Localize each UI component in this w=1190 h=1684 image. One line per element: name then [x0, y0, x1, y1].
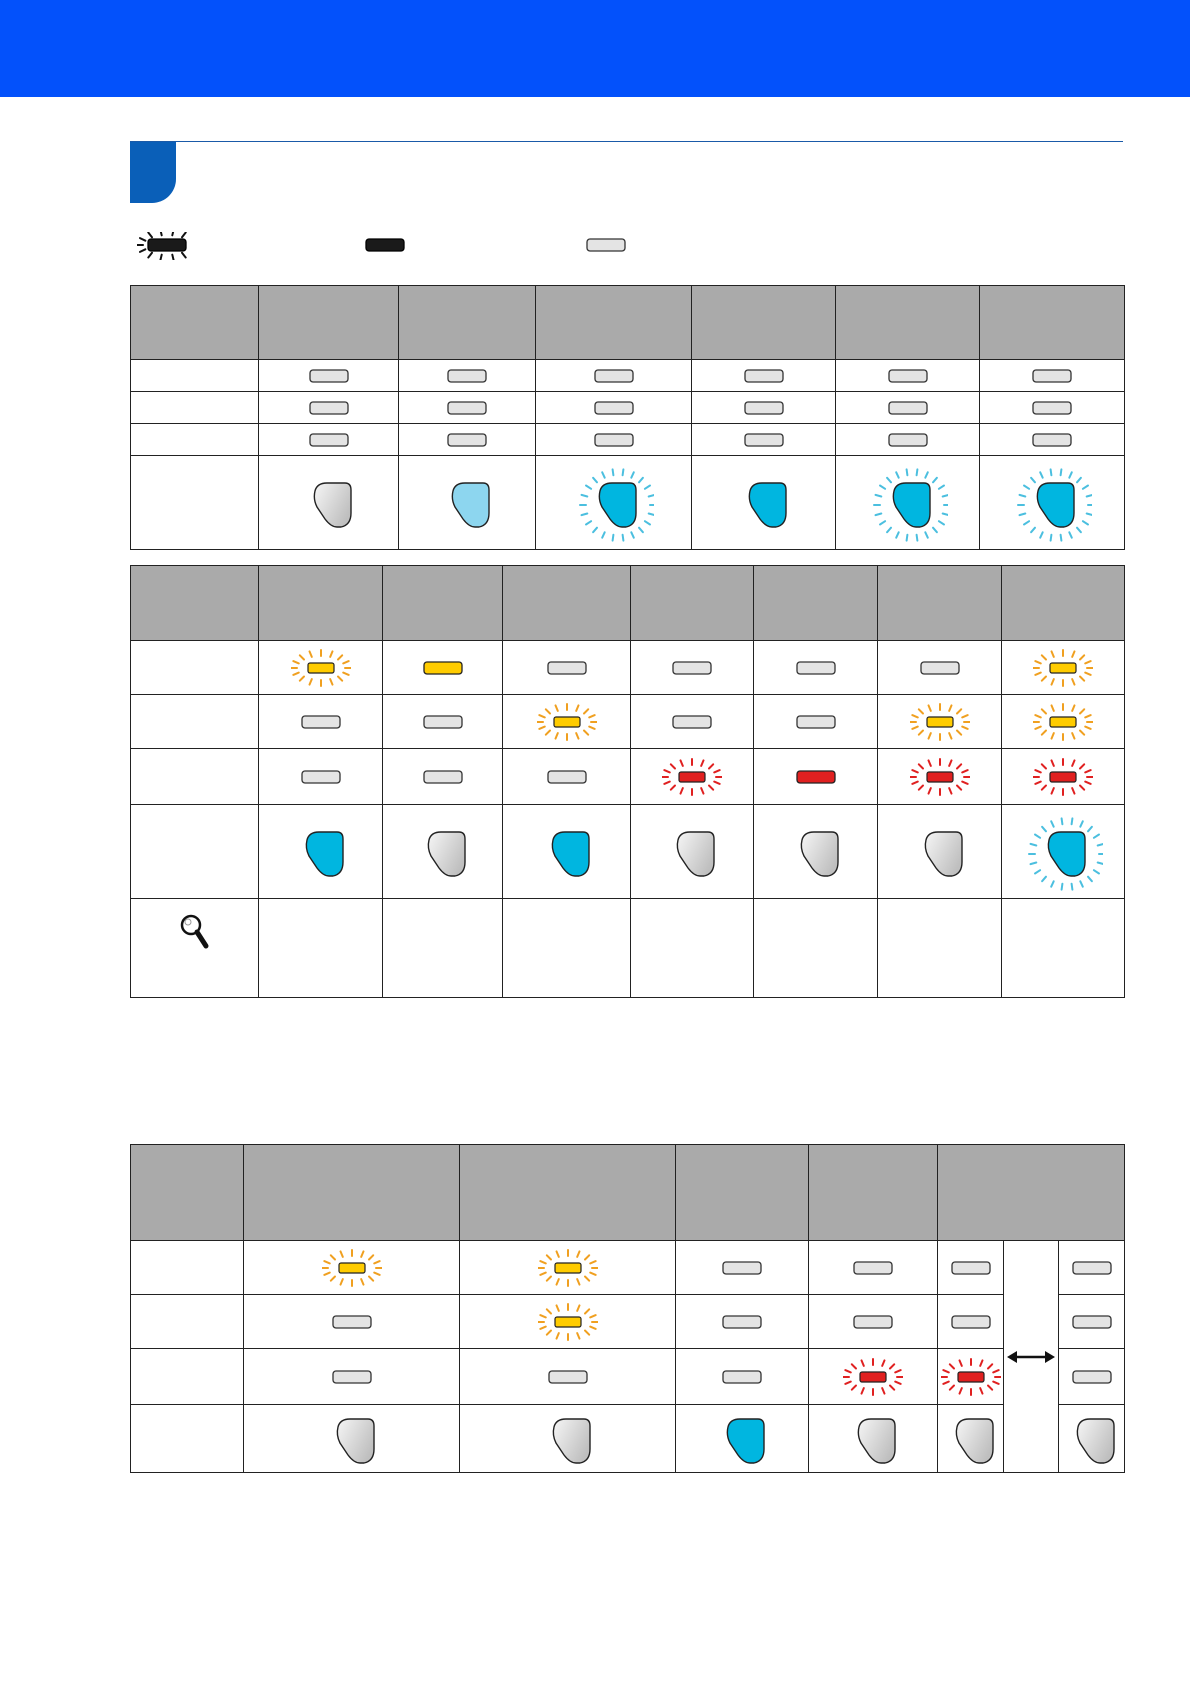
section-tab	[130, 142, 176, 203]
row-label-cell	[131, 695, 259, 749]
column-header	[692, 286, 836, 360]
reference-cell	[1002, 899, 1125, 998]
reference-cell	[383, 899, 503, 998]
ready-button-off-icon	[320, 1407, 384, 1471]
led-off-icon	[437, 427, 497, 453]
led-off-icon	[878, 395, 938, 421]
led-off-icon	[1062, 1357, 1122, 1397]
row-label-cell	[131, 424, 259, 456]
ready-button-off-icon	[652, 812, 732, 892]
led-blink-yellow-icon	[538, 1302, 598, 1342]
led-off-icon	[1022, 363, 1082, 389]
led-off-icon	[437, 395, 497, 421]
led-off-icon	[910, 648, 970, 688]
row-label-cell	[131, 641, 259, 695]
led-off-icon	[712, 1248, 772, 1288]
table-row	[131, 695, 1125, 749]
led-off-icon	[878, 427, 938, 453]
table-row-reference	[131, 899, 1125, 998]
ready-button-blink-blue-icon	[1012, 463, 1092, 543]
led-blink-yellow-icon	[322, 1248, 382, 1288]
led-off-icon	[734, 395, 794, 421]
led-off-icon	[437, 363, 497, 389]
led-blink-red-icon	[910, 757, 970, 797]
led-off-icon	[576, 232, 626, 260]
magnifier-icon	[179, 913, 211, 951]
column-header	[980, 286, 1125, 360]
led-off-icon	[299, 427, 359, 453]
double-arrow-icon	[1007, 1349, 1055, 1365]
led-off-icon	[843, 1302, 903, 1342]
led-off-icon	[322, 1357, 382, 1397]
table-row-ready	[131, 805, 1125, 899]
row-label-cell	[131, 286, 259, 360]
column-header	[1002, 566, 1125, 641]
led-off-icon	[1062, 1248, 1122, 1288]
led-off-icon	[786, 702, 846, 742]
ready-button-blue-icon	[710, 1407, 774, 1471]
led-off-icon	[941, 1248, 1001, 1288]
led-off-icon	[299, 363, 359, 389]
led-off-icon	[322, 1302, 382, 1342]
table-row	[131, 392, 1125, 424]
led-off-icon	[712, 1357, 772, 1397]
led-off-icon	[662, 648, 722, 688]
reference-cell	[754, 899, 878, 998]
led-off-icon	[413, 702, 473, 742]
led-blink-red-icon	[843, 1357, 903, 1397]
led-blink-yellow-icon	[910, 702, 970, 742]
led-off-icon	[1022, 427, 1082, 453]
ready-button-off-icon	[289, 463, 369, 543]
led-blink-red-icon	[941, 1357, 1001, 1397]
led-off-icon	[712, 1302, 772, 1342]
ready-button-off-icon	[939, 1407, 1003, 1471]
led-off-icon	[786, 648, 846, 688]
led-off-icon	[1022, 395, 1082, 421]
ready-button-off-icon	[900, 812, 980, 892]
led-off-icon	[291, 757, 351, 797]
ready-button-off-icon	[536, 1407, 600, 1471]
column-header	[259, 566, 383, 641]
column-header	[809, 1145, 938, 1241]
ready-button-light-icon	[427, 463, 507, 543]
reference-cell	[878, 899, 1002, 998]
led-off-icon	[878, 363, 938, 389]
column-header	[259, 286, 399, 360]
led-off-icon	[1062, 1302, 1122, 1342]
reference-cell	[259, 899, 383, 998]
ready-button-off-icon	[1060, 1407, 1124, 1471]
table-row	[131, 749, 1125, 805]
table-row	[131, 360, 1125, 392]
row-label-cell	[131, 1145, 244, 1241]
led-off-icon	[584, 427, 644, 453]
led-blink-red-icon	[1033, 757, 1093, 797]
led-off-icon	[843, 1248, 903, 1288]
led-off-icon	[413, 757, 473, 797]
reference-cell	[503, 899, 631, 998]
led-off-icon	[734, 363, 794, 389]
row-label-cell	[131, 456, 259, 550]
column-header	[836, 286, 980, 360]
led-on-yellow-icon	[413, 648, 473, 688]
led-blink-yellow-icon	[538, 1248, 598, 1288]
ready-button-off-icon	[841, 1407, 905, 1471]
led-on-red-icon	[786, 757, 846, 797]
ready-button-blue-icon	[724, 463, 804, 543]
legend-on	[355, 232, 405, 260]
row-label-cell	[131, 899, 259, 998]
column-header	[503, 566, 631, 641]
led-off-icon	[662, 702, 722, 742]
status-table-3	[130, 1144, 1125, 1473]
table-header-row	[131, 286, 1125, 360]
row-label-cell	[131, 1241, 244, 1295]
column-header	[878, 566, 1002, 641]
column-header	[244, 1145, 460, 1241]
led-off-icon	[299, 395, 359, 421]
led-off-icon	[537, 648, 597, 688]
row-label-cell	[131, 1295, 244, 1349]
status-table-1	[130, 285, 1125, 550]
column-header	[676, 1145, 809, 1241]
row-label-cell	[131, 1405, 244, 1473]
table-row-ready	[131, 456, 1125, 550]
column-header	[460, 1145, 676, 1241]
section-rule	[130, 141, 1123, 142]
column-header	[536, 286, 692, 360]
led-off-icon	[537, 757, 597, 797]
status-table-2	[130, 565, 1125, 998]
led-off-icon	[584, 395, 644, 421]
led-off-icon	[584, 363, 644, 389]
table-row	[131, 1349, 1125, 1405]
led-blink-yellow-icon	[1033, 702, 1093, 742]
ready-button-blue-icon	[527, 812, 607, 892]
led-on-icon	[355, 232, 405, 260]
led-off-icon	[291, 702, 351, 742]
table-row-ready	[131, 1405, 1125, 1473]
legend-blinking	[137, 232, 187, 260]
ready-button-off-icon	[403, 812, 483, 892]
row-label-cell	[131, 805, 259, 899]
row-label-cell	[131, 360, 259, 392]
column-header	[938, 1145, 1125, 1241]
table-header-row	[131, 1145, 1125, 1241]
column-header	[754, 566, 878, 641]
led-off-icon	[941, 1302, 1001, 1342]
led-off-icon	[538, 1357, 598, 1397]
led-blink-red-icon	[662, 757, 722, 797]
led-blink-yellow-icon	[537, 702, 597, 742]
row-label-cell	[131, 749, 259, 805]
ready-button-blink-blue-icon	[868, 463, 948, 543]
led-blink-yellow-icon	[1033, 648, 1093, 688]
led-blink-yellow-icon	[291, 648, 351, 688]
ready-button-off-icon	[776, 812, 856, 892]
table-row	[131, 1295, 1125, 1349]
table-row	[131, 424, 1125, 456]
table-row	[131, 1241, 1125, 1295]
table-row	[131, 641, 1125, 695]
ready-button-blue-icon	[281, 812, 361, 892]
reference-cell	[631, 899, 754, 998]
legend-off	[576, 232, 626, 260]
column-header	[631, 566, 754, 641]
column-header	[399, 286, 536, 360]
ready-button-blink-blue-icon	[574, 463, 654, 543]
row-label-cell	[131, 1349, 244, 1405]
row-label-cell	[131, 392, 259, 424]
column-header	[383, 566, 503, 641]
led-blinking-icon	[137, 232, 187, 260]
row-label-cell	[131, 566, 259, 641]
header-bar	[0, 0, 1190, 97]
table-header-row	[131, 566, 1125, 641]
ready-button-blink-blue-icon	[1023, 812, 1103, 892]
led-off-icon	[734, 427, 794, 453]
alternating-cell	[1004, 1241, 1059, 1473]
